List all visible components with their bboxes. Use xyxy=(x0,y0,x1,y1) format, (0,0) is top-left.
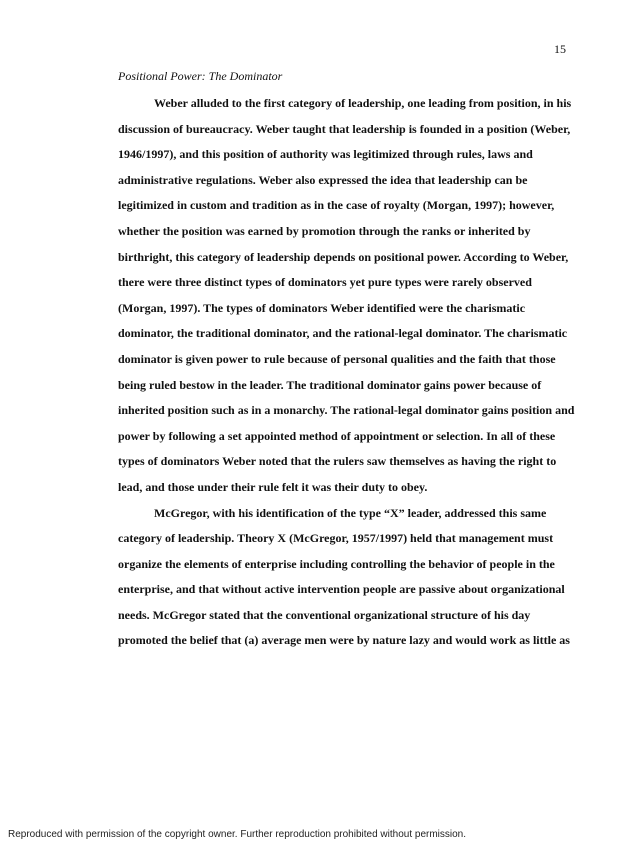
paragraph-line: enterprise, and that without active intervention people are passive about organizational xyxy=(118,582,565,597)
paragraph-line: 1946/1997), and this position of authority was legitimized through rules, laws and xyxy=(118,147,533,162)
paragraph-line: Weber alluded to the first category of leadership, one leading from position, in his xyxy=(154,96,572,110)
paragraph-line: needs. McGregor stated that the conventional organizational structure of his day xyxy=(118,607,531,622)
paragraph-line: organize the elements of enterprise including controlling the behavior of people in the xyxy=(118,556,555,571)
paragraph-line: administrative regulations. Weber also expressed the idea that leadership can be xyxy=(118,172,528,187)
section-heading: Positional Power: The Dominator xyxy=(118,69,283,83)
body-text xyxy=(118,91,578,654)
paragraph-line: McGregor, with his identification of the type “X” leader, addressed this same xyxy=(154,505,547,520)
paragraph-line: dominator is given power to rule because of personal qualities and the faith that those xyxy=(118,351,556,366)
paragraph-line: dominator, the traditional dominator, and the rational-legal dominator. The charismatic xyxy=(118,326,568,341)
paragraph-line: promoted the belief that (a) average men were by nature lazy and would work as little as xyxy=(118,633,570,648)
paragraph-line: birthright, this category of leadership depends on positional power. According to Weber, xyxy=(118,249,569,264)
paragraph-line: whether the position was earned by promotion through the ranks or inherited by xyxy=(118,223,531,238)
copyright-footer: Reproduced with permission of the copyright owner. Further reproduction prohibited without permission. xyxy=(8,829,467,840)
paragraph-line: power by following a set appointed method of appointment or selection. In all of these xyxy=(118,428,556,443)
paragraph-line: being ruled bestow in the leader. The traditional dominator gains power because of xyxy=(118,377,542,392)
paragraph-line: (Morgan, 1997). The types of dominators Weber identified were the charismatic xyxy=(118,300,526,315)
paragraph-line: category of leadership. Theory X (McGregor, 1957/1997) held that management must xyxy=(118,531,554,546)
paragraph-line: there were three distinct types of dominators yet pure types were rarely observed xyxy=(118,275,532,290)
paragraph-line: types of dominators Weber noted that the rulers saw themselves as having the right to xyxy=(118,454,557,469)
paragraph-line: legitimized in custom and tradition as in the case of royalty (Morgan, 1997); however, xyxy=(118,198,555,213)
paragraph-line: discussion of bureaucracy. Weber taught that leadership is founded in a position (Weber, xyxy=(118,121,571,136)
paragraph-line: inherited position such as in a monarchy. The rational-legal dominator gains position and xyxy=(118,403,575,418)
page-number: 15 xyxy=(554,42,566,56)
paragraph-line: lead, and those under their rule felt it was their duty to obey. xyxy=(118,479,428,494)
